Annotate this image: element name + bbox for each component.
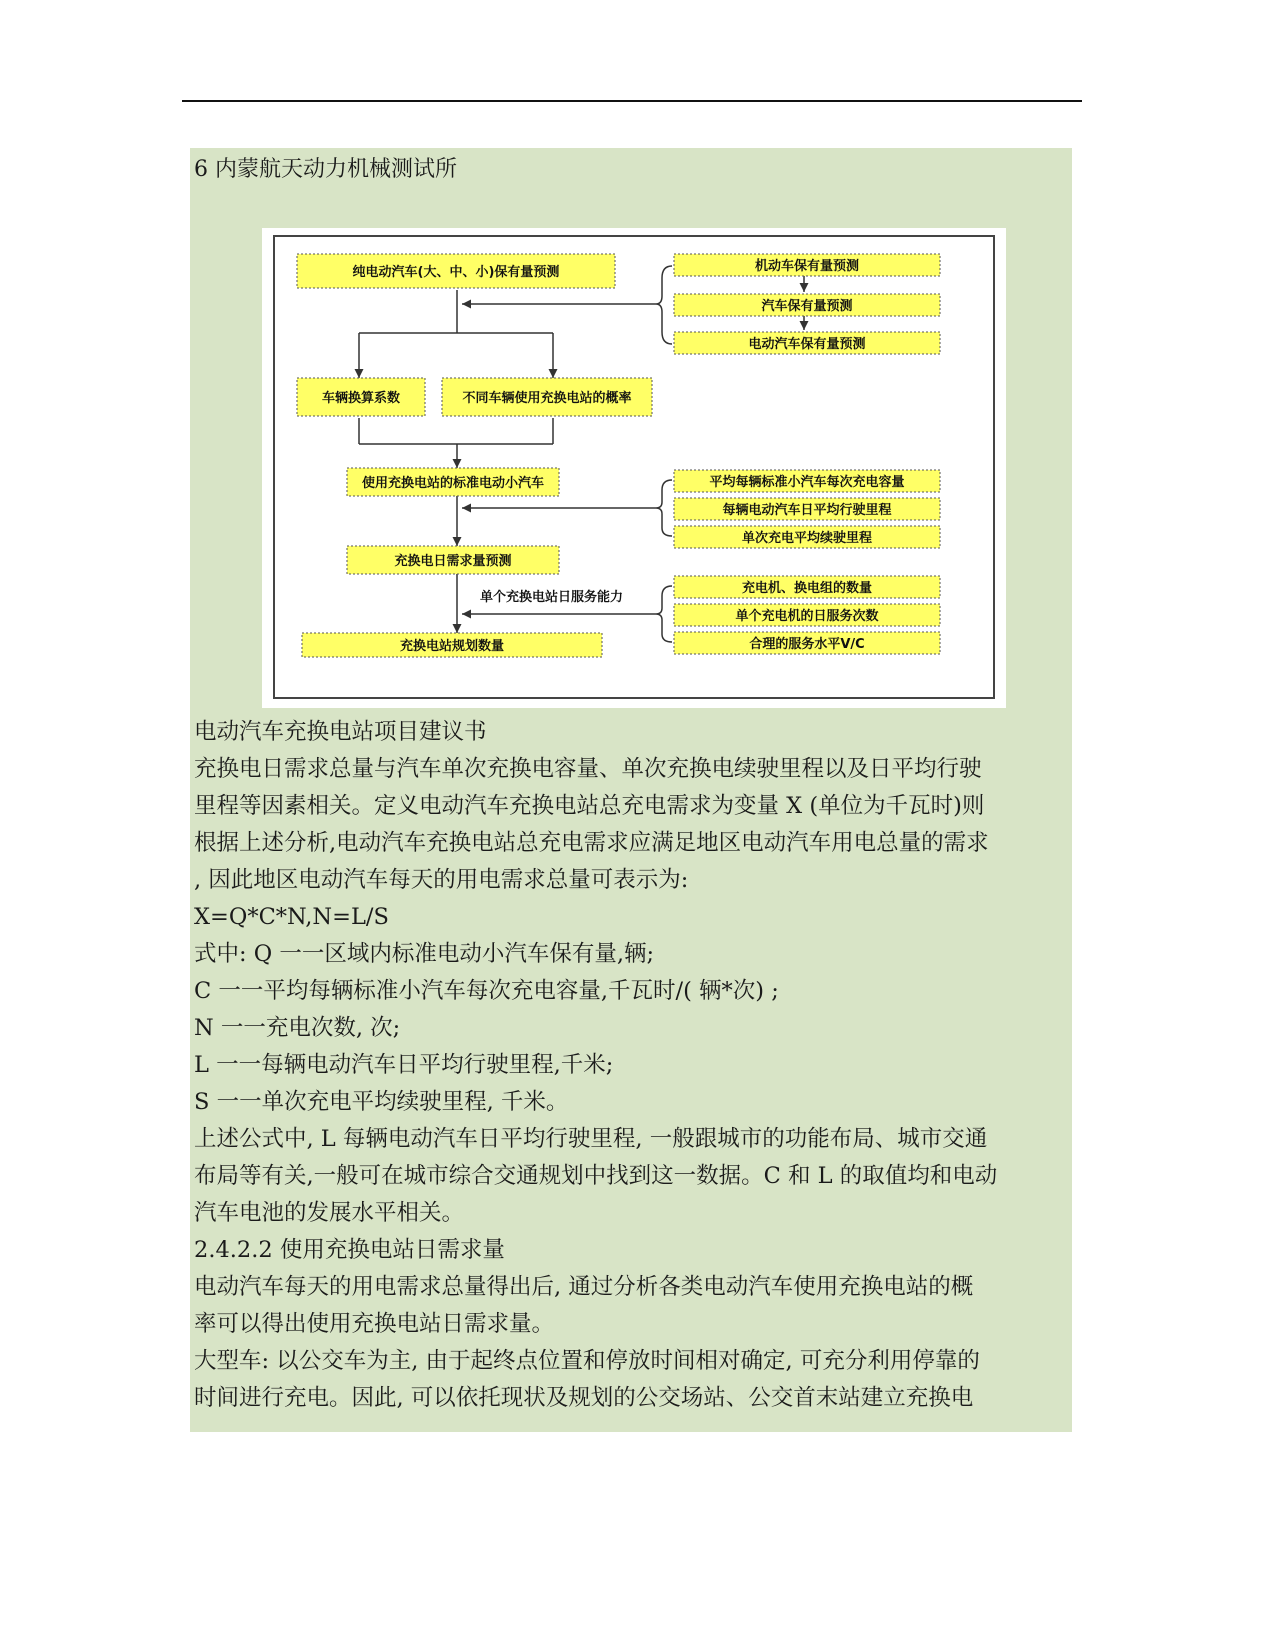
flow-box-r8 xyxy=(674,604,940,626)
flow-box-b1-label: 纯电动汽车(大、中、小)保有量预测 xyxy=(352,265,560,280)
text-line: 布局等有关,一般可在城市综合交通规划中找到这一数据。C 和 L 的取值均和电动 xyxy=(194,1163,998,1189)
flow-box-b6 xyxy=(302,633,602,657)
text-line: S 一一单次充电平均续驶里程, 千米。 xyxy=(194,1089,569,1115)
flow-box-r9 xyxy=(674,632,940,654)
text-line: 大型车: 以公交车为主, 由于起终点位置和停放时间相对确定, 可充分利用停靠的 xyxy=(194,1348,980,1374)
flow-box-r7-label: 充电机、换电组的数量 xyxy=(741,581,873,596)
text-line: 充换电日需求总量与汽车单次充换电容量、单次充换电续驶里程以及日平均行驶 xyxy=(194,756,982,782)
flow-box-b5 xyxy=(347,546,559,574)
text-line: 率可以得出使用充换电站日需求量。 xyxy=(194,1311,555,1337)
text-line: 电动汽车每天的用电需求总量得出后, 通过分析各类电动汽车使用充换电站的概 xyxy=(194,1274,974,1300)
flow-mid-label: 单个充换电站日服务能力 xyxy=(480,590,624,605)
flow-box-r3-label: 电动汽车保有量预测 xyxy=(748,337,866,352)
flow-box-r5-label: 每辆电动汽车日平均行驶里程 xyxy=(722,503,892,518)
document-body xyxy=(190,148,1072,1432)
body-text xyxy=(194,714,1070,1417)
text-line: , 因此地区电动汽车每天的用电需求总量可表示为: xyxy=(194,867,689,893)
flow-box-r2-label: 汽车保有量预测 xyxy=(761,299,853,314)
flow-box-b6-label: 充换电站规划数量 xyxy=(399,639,505,654)
flowchart-svg xyxy=(262,228,1006,708)
flow-box-r8-label: 单个充电机的日服务次数 xyxy=(735,609,879,624)
flow-box-b2 xyxy=(297,378,425,416)
text-line: 汽车电池的发展水平相关。 xyxy=(194,1200,465,1226)
flow-box-r1-label: 机动车保有量预测 xyxy=(754,259,860,274)
text-line: X=Q*C*N,N=L/S xyxy=(194,904,389,930)
flowchart-figure xyxy=(262,228,1006,708)
text-line: 时间进行充电。因此, 可以依托现状及规划的公交场站、公交首末站建立充换电 xyxy=(194,1385,974,1411)
flow-box-r2 xyxy=(674,294,940,316)
flow-box-r4 xyxy=(674,470,940,492)
flow-box-b5-label: 充换电日需求量预测 xyxy=(394,554,512,569)
flow-box-b4 xyxy=(347,468,559,496)
flow-box-b4-label: 使用充换电站的标准电动小汽车 xyxy=(361,476,545,491)
flow-box-r4-label: 平均每辆标准小汽车每次充电容量 xyxy=(709,475,905,490)
flow-box-b3 xyxy=(442,378,652,416)
flow-box-r1 xyxy=(674,254,940,276)
flow-box-b2-label: 车辆换算系数 xyxy=(321,391,401,406)
text-line: 式中: Q 一一区域内标准电动小汽车保有量,辆; xyxy=(194,941,655,967)
text-line: N 一一充电次数, 次; xyxy=(194,1015,401,1041)
text-line: L 一一每辆电动汽车日平均行驶里程,千米; xyxy=(194,1052,614,1078)
flow-box-b3-label: 不同车辆使用充换电站的概率 xyxy=(462,391,632,406)
text-line: 上述公式中, L 每辆电动汽车日平均行驶里程, 一般跟城市的功能布局、城市交通 xyxy=(194,1126,988,1152)
text-line: 电动汽车充换电站项目建议书 xyxy=(194,719,487,745)
header-line: 6 内蒙航天动力机械测试所 xyxy=(194,157,457,182)
header-rule xyxy=(182,100,1082,102)
text-line: C 一一平均每辆标准小汽车每次充电容量,千瓦时/( 辆*次) ; xyxy=(194,978,779,1004)
text-line: 根据上述分析,电动汽车充换电站总充电需求应满足地区电动汽车用电总量的需求 xyxy=(194,830,989,856)
flow-box-r5 xyxy=(674,498,940,520)
text-line: 里程等因素相关。定义电动汽车充换电站总充电需求为变量 X (单位为千瓦时)则 xyxy=(194,793,985,819)
flow-box-r3 xyxy=(674,332,940,354)
flow-box-r6-label: 单次充电平均续驶里程 xyxy=(741,531,873,546)
flow-box-r9-label: 合理的服务水平V/C xyxy=(749,637,865,652)
flow-box-b1 xyxy=(297,254,615,288)
flow-box-r6 xyxy=(674,526,940,548)
flow-box-r7 xyxy=(674,576,940,598)
text-line: 2.4.2.2 使用充换电站日需求量 xyxy=(194,1237,505,1263)
